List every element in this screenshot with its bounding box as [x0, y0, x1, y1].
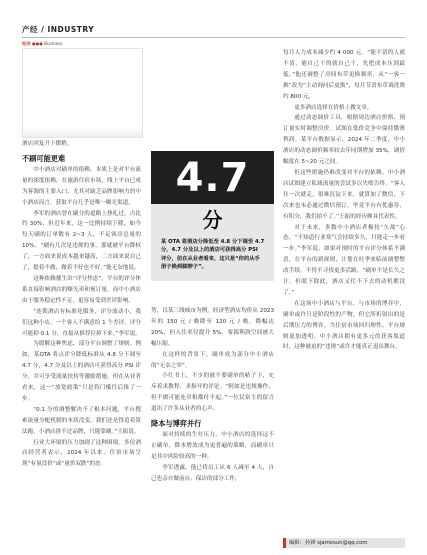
feature-box — [151, 151, 274, 281]
paragraph: 中小酒店对刷单的依赖，本质上是对平台流量的深度依赖。在旅游住宿市场，线上平台已成为客源的主要入口，尤其对缺乏品牌影响力的中小酒店而言，获取平台几乎是唯一曝光渠道。 — [22, 166, 141, 206]
paragraph: 对于未来，多数中小酒店者极持“久战”心态。“不知道行业寒气会持续多久，只能走一步看一步。”李军说。如果对现时的平台评分体系不满意，在平台的新规则，计划在旺季来临前调整整改手续，不得不寻找更多活路。“刷单不是长久之计，但眼下除此，酒店又往不下去的动机都没了。” — [283, 224, 405, 296]
paragraph: 更多酒店选择在价格上做文章。 — [294, 104, 373, 111]
section-label — [22, 41, 63, 47]
paragraph: 在这样的背景下，刷单成为部分中小酒店的“无奈之举”。 — [151, 351, 274, 369]
section-label-cn: 经济 ●●● — [22, 41, 43, 46]
paragraph: 为缓解这种焦虑，部分平台调整了规则。例如，某OTA 将点评分降低标准从 4.8 分下调至 4.7 分，4.7 分及以上的酒店可获得高分 PSI 评分，并可享受流量扶持等激励措施。但在从业者看来，这一“放宽政策”只是将门槛往后推了一步。 — [22, 341, 141, 402]
paragraph: 在这场中小酒店与平台、与市场的博弈中，刷单或许只是阶段性的产物，但它所折射出的是后期压力的博弈。当住宿市场回归理性、平台规则更加透明、中小酒店拥有更多元的获客渠道时，这种被迫的“违规”或许才能真正退出舞台。 — [283, 300, 405, 351]
article-column-1 — [22, 139, 141, 470]
section-title: 产经 / INDUSTRY — [22, 25, 95, 34]
paragraph: 李军透露，他已将员工从 6 人减至 4 人，自己也亲自做前台、保洁的部分工作， — [151, 464, 274, 482]
editor-footer — [283, 538, 405, 548]
feature-caption-main: 某 OTA 将酒店分降低至 4.8 分下调至 4.7 分，4.7 分及以上的酒店可获得高分 PSI 评分，但在从业者看来，这只是 — [161, 239, 265, 262]
paragraph: “连锁酒店有标准化服务，评分波动小，我们这种小店，一个客人不满意给 1 个差评，评分可能掉 0.1 分，直接从推荐位掉下来。”李军说。 — [22, 308, 141, 337]
paragraph: 这种依赖催生出“评分焦虑”。平台的评分体系直接影响酒店的曝光率和预订量，而中小酒店由于服务稳定性不足，更容易受到差评影响。 — [22, 275, 141, 304]
paragraph: “0.1 分的调整解决不了根本问题，平台搜索流量分配机制的本质没变，我们还是得追着算法跑，小酒店拼不过品牌，只能靠刷。”王振说。 — [22, 406, 141, 435]
footer-accent-bar — [283, 538, 286, 548]
paragraph: 行业大环境的压力加剧了这种困境。多位酒店经营者表示，2024 年以来，住宿市场呈现“有量没价”或“量价双跌”的态 — [22, 439, 141, 468]
paragraph: 通过动态调价工具，根据周边酒店价格、预订量实时调整房价。试图在低价竞争中保持微薄利润。某平台数据显示，2024 年二季度，中小酒店的动态调价频率较去年同期增加 35%，调价幅度在 5~20 元之间。 — [283, 115, 405, 166]
paragraph: 势，以某三线城市为例，经济型酒店均价从 2023 年的 150 元 / 晚降至 120 元 / 晚，降幅达 20%，但入住率仅提升 5%，客源利润空间被大幅压缩。 — [151, 308, 274, 347]
section-label-en: Business — [44, 41, 63, 46]
feature-caption — [161, 238, 265, 271]
section-heading: 不刷可能更难 — [22, 153, 66, 163]
photo-shadow — [23, 127, 142, 137]
paragraph: 李军的酒店曾在刷分的道路上挣扎过，占比约 30%，但近年来，这一比例持续下降，如今每天刷的订单数有 2~3 人，不足客房总量的 10%。“刷有几次是违规的事，那就被平台降权了，一方面来说成本越来越高，二方面来说自己了，提着不做，做着不好也不好。”他无奈地说。 — [22, 210, 141, 272]
paragraph: 面对持续的生存压力，中小酒店的选择远不止刷单。降本增效成为更普遍的策略，而刷单只是其中风险较高的一种。 — [151, 432, 274, 460]
feature-caption-quote: “你的从手册子换到脚脖子”。 — [161, 255, 260, 270]
feature-unit: 分 — [202, 208, 223, 232]
article-photo — [22, 48, 143, 138]
article-column-3 — [283, 48, 405, 353]
paragraph: 但这些措施仍难改变对平台的依赖。中小酒店试图建立私域流量的尝试多以失败告终。“客人住一次就走，很难沉淀下来，就算加了微信，下次来也未必通过微信预订，毕竟平台有优惠券、有积分，我们拍不了。”王振的经历颇具代表性。 — [283, 169, 405, 220]
paragraph: 酒店回复升下微稍。 — [22, 141, 73, 147]
section-heading: 降本与博弈并行 — [151, 419, 202, 429]
editor-credit: 编辑：孙锋 sjamesun@qq.com — [289, 540, 368, 546]
paragraph: 每月人力成本减少约 4 000 元。“能不请的人就不请，能自己干的就自己干，先把成本压到最低。”他还调整了房间布草更换频率，从“一客一换”改为“主动询问后更换”，每月节省布草调洗费约 800 元。 — [283, 50, 405, 100]
feature-number: 4.7 — [175, 155, 250, 201]
header-divider — [22, 37, 405, 38]
article-column-2 — [151, 306, 274, 485]
paragraph: 小红书上，不少的被不要刷单的帖子下，充斥着求教程、求指导的评论。“阿如是违规操作，但不做可能连房租都付不起。”一位民宿主的留言道出了许多从业者的心声。 — [151, 373, 274, 413]
page-header — [0, 0, 427, 46]
